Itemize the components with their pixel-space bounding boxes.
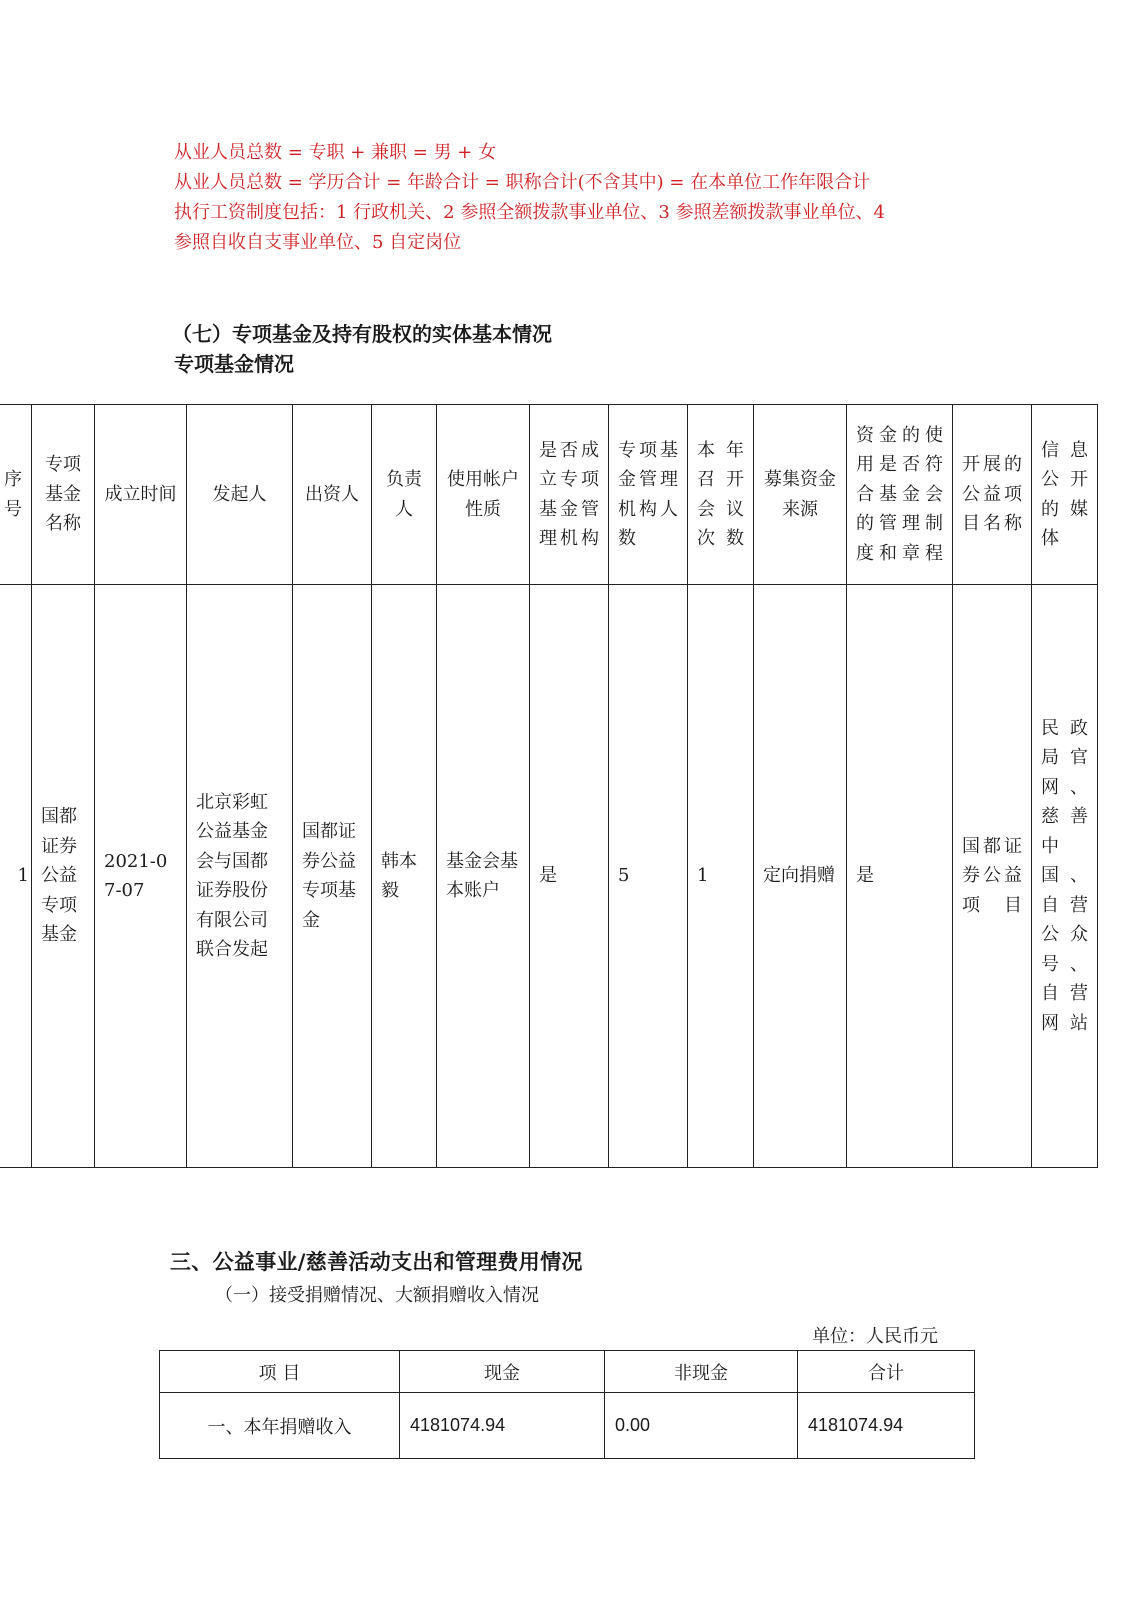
header-cell-total: 合计 [798, 1351, 975, 1393]
cell-manager: 韩本毅 [372, 585, 437, 1168]
cell-compliance: 是 [847, 585, 953, 1168]
note-line: 参照自收自支事业单位、5 自定岗位 [174, 232, 462, 253]
unit-label: 单位：人民币元 [812, 1326, 938, 1347]
note-line: 从业人员总数 = 专职 + 兼职 = 男 + 女 [174, 142, 497, 163]
header-cell-fund-source: 募集资金来源 [754, 405, 847, 585]
cell-fund-name: 国都证券公益专项基金 [32, 585, 95, 1168]
header-cell-established: 成立时间 [95, 405, 187, 585]
header-cell-compliance: 资金的使用是否符合基金会的管理制度和章程 [847, 405, 953, 585]
header-cell-manager: 负责人 [372, 405, 437, 585]
table-row [160, 1393, 975, 1459]
cell-meetings: 1 [688, 585, 754, 1168]
table-header-row [0, 405, 1098, 585]
cell-initiator: 北京彩虹公益基金会与国都证券股份有限公司联合发起 [187, 585, 293, 1168]
table-row [0, 585, 1098, 1168]
note-line: 从业人员总数 = 学历合计 = 年龄合计 = 职称合计(不含其中) = 在本单位工作年限合计 [174, 172, 871, 193]
cell-total: 4181074.94 [798, 1393, 975, 1459]
header-cell-item: 项 目 [160, 1351, 400, 1393]
header-cell-seq: 序号 [0, 405, 32, 585]
section-3-subtitle: （一）接受捐赠情况、大额捐赠收入情况 [215, 1285, 539, 1306]
header-cell-account-type: 使用帐户性质 [437, 405, 530, 585]
section-7-title: （七）专项基金及持有股权的实体基本情况 [172, 322, 552, 346]
note-line: 执行工资制度包括：1 行政机关、2 参照全额拨款事业单位、3 参照差额拨款事业单位、4 [174, 202, 885, 223]
section-3-title: 三、公益事业/慈善活动支出和管理费用情况 [170, 1250, 583, 1274]
cell-fund-source: 定向捐赠 [754, 585, 847, 1168]
cell-cash: 4181074.94 [400, 1393, 605, 1459]
header-cell-meetings: 本年召开会议次数 [688, 405, 754, 585]
header-cell-investor: 出资人 [293, 405, 372, 585]
cell-media: 民政局官网、慈善中国、自营公众号、自营网站 [1032, 585, 1098, 1168]
header-cell-has-committee: 是否成立专项基金管理机构 [530, 405, 609, 585]
cell-committee-size: 5 [609, 585, 688, 1168]
cell-noncash: 0.00 [605, 1393, 798, 1459]
cell-established: 2021-07-07 [95, 585, 187, 1168]
header-cell-cash: 现金 [400, 1351, 605, 1393]
donation-table [159, 1350, 975, 1459]
cell-account-type: 基金会基本账户 [437, 585, 530, 1168]
header-cell-committee-size: 专项基金管理机构人数 [609, 405, 688, 585]
header-cell-projects: 开展的公益项目名称 [953, 405, 1032, 585]
table-header-row [160, 1351, 975, 1393]
header-cell-media: 信息公开的媒体 [1032, 405, 1098, 585]
header-cell-noncash: 非现金 [605, 1351, 798, 1393]
cell-projects: 国都证券公益项目 [953, 585, 1032, 1168]
special-fund-table [0, 404, 1098, 1168]
section-7-subtitle: 专项基金情况 [174, 352, 294, 376]
cell-investor: 国都证券公益专项基金 [293, 585, 372, 1168]
header-cell-fund-name: 专项基金名称 [32, 405, 95, 585]
header-cell-initiator: 发起人 [187, 405, 293, 585]
cell-seq: 1 [0, 585, 32, 1168]
notes-block [174, 138, 974, 258]
cell-has-committee: 是 [530, 585, 609, 1168]
cell-item: 一、本年捐赠收入 [160, 1393, 400, 1459]
